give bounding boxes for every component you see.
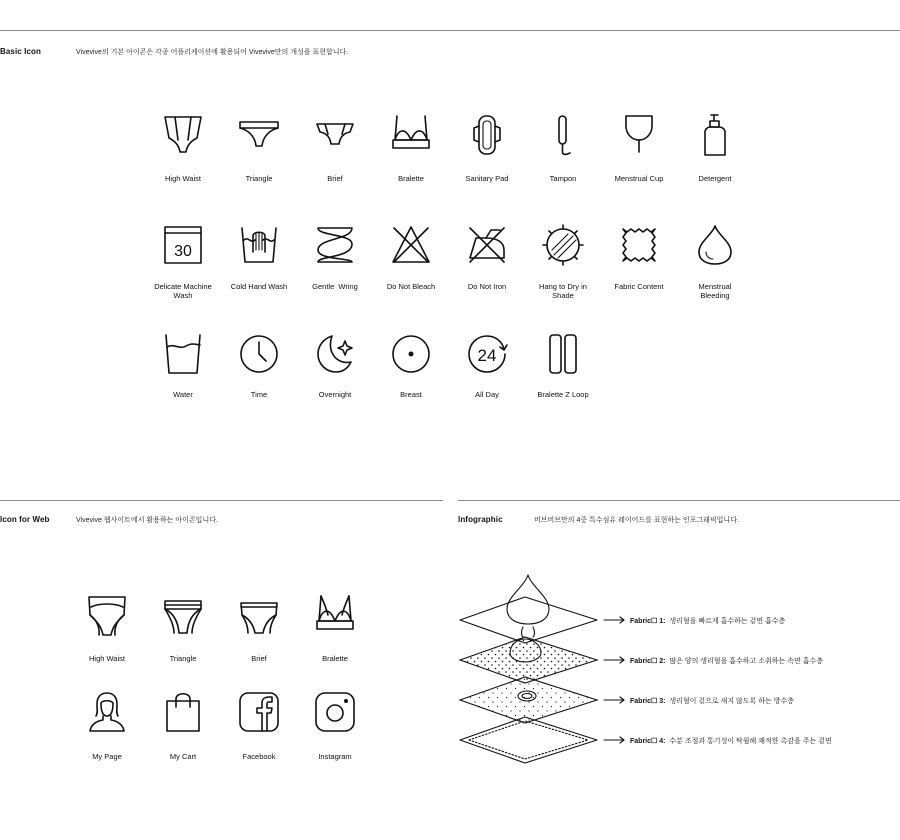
web-icon-title: Icon for Web [0, 515, 50, 524]
label-fabric-content: Fabric Content [614, 282, 664, 291]
label-all-day: All Day [475, 390, 499, 399]
fabric-3-name: Fabric☐ 3: [630, 698, 666, 705]
basic-icon-title: Basic Icon [0, 47, 42, 56]
web-label-bralette: Bralette [322, 654, 348, 663]
fabric-layers-diagram [455, 565, 615, 765]
triangle-icon [236, 112, 282, 158]
layer-2-sheet [460, 637, 597, 683]
basic-icon-desc: Vivevive의 기본 아이콘은 각종 어플리케이션에 활용되어 Vivevive만의 개성을 표현합니다. [76, 49, 349, 56]
label-time: Time [250, 390, 268, 399]
web-icon-desc: Vivevive 웹사이트에서 활용하는 아이콘입니다. [76, 517, 218, 524]
web-brief-icon[interactable] [236, 593, 282, 639]
water-icon [160, 331, 206, 377]
web-label-brief: Brief [251, 654, 267, 663]
label-bralette-z-loop: Bralette Z Loop [537, 390, 589, 399]
bralette-icon [388, 112, 434, 158]
web-bralette-icon[interactable] [312, 593, 358, 639]
all-day-number: 24 [477, 346, 497, 365]
infographic-desc: 비브비브만의 4중 특수섬유 레이어드를 표현하는 인포그래픽입니다. [534, 517, 739, 524]
brief-icon [312, 112, 358, 158]
label-bralette: Bralette [398, 174, 424, 183]
fabric-1-name: Fabric☐ 1: [630, 618, 666, 625]
fabric-layer-4 [630, 736, 832, 746]
info-divider [458, 500, 900, 501]
infographic-title: Infographic [458, 515, 503, 524]
web-label-high-waist: High Waist [89, 654, 125, 663]
fabric-layer-1 [630, 616, 785, 626]
overnight-icon [312, 331, 358, 377]
label-hang-dry-shade: Hang to Dry in Shade [539, 282, 587, 300]
fabric-3-desc: 생리혈이 겉으로 새지 않도록 하는 방수층 [669, 698, 795, 705]
layer-3-sheet [460, 677, 597, 723]
do-not-bleach-icon [388, 222, 434, 268]
label-cold-hand-wash: Cold Hand Wash [230, 282, 288, 291]
label-high-waist: High Waist [165, 174, 201, 183]
top-divider [0, 30, 900, 31]
fabric-layer-2 [630, 656, 823, 666]
instagram-icon[interactable] [312, 689, 358, 735]
label-sanitary-pad: Sanitary Pad [465, 174, 509, 183]
web-label-triangle: Triangle [169, 654, 197, 663]
facebook-icon[interactable] [236, 689, 282, 735]
fabric-content-icon [616, 222, 662, 268]
label-do-not-bleach: Do Not Bleach [386, 282, 436, 291]
label-tampon: Tampon [549, 174, 577, 183]
fabric-2-name: Fabric☐ 2: [630, 658, 666, 665]
my-page-icon[interactable] [84, 689, 130, 735]
fabric-2-desc: 많은 양의 생리혈을 흡수하고 소취하는 속면 흡수층 [669, 658, 824, 665]
layer-4-sheet [460, 717, 597, 763]
label-menstrual-cup: Menstrual Cup [614, 174, 664, 183]
label-water: Water [173, 390, 193, 399]
delicate-machine-wash-icon [160, 222, 206, 268]
layer-1-sheet [460, 597, 597, 643]
web-label-facebook: Facebook [242, 752, 276, 761]
fabric-4-desc: 수분 조절과 통기성이 탁월해 쾌적한 촉감을 주는 겉면 [669, 738, 832, 745]
breast-icon [388, 331, 434, 377]
web-divider [0, 500, 443, 501]
bralette-z-loop-icon [540, 331, 586, 377]
web-label-my-cart: My Cart [169, 752, 197, 761]
fabric-1-desc: 생리혈을 빠르게 흡수하는 겉면 흡수층 [669, 618, 786, 625]
high-waist-icon [160, 112, 206, 158]
all-day-icon [464, 331, 510, 377]
hang-dry-shade-icon [540, 222, 586, 268]
label-triangle: Triangle [245, 174, 273, 183]
fabric-layer-3 [630, 696, 794, 706]
label-detergent: Detergent [698, 174, 732, 183]
do-not-iron-icon [464, 222, 510, 268]
web-label-instagram: Instagram [318, 752, 352, 761]
label-menstrual-bleeding: Menstrual Bleeding [698, 282, 732, 300]
wash-temp-text: 30 [174, 243, 192, 260]
fabric-4-name: Fabric☐ 4: [630, 738, 666, 745]
menstrual-bleeding-icon [692, 222, 738, 268]
my-cart-icon[interactable] [160, 689, 206, 735]
label-breast: Breast [400, 390, 422, 399]
label-brief: Brief [327, 174, 343, 183]
cold-hand-wash-icon [236, 222, 282, 268]
tampon-icon [540, 112, 586, 158]
label-overnight: Overnight [318, 390, 352, 399]
menstrual-cup-icon [616, 112, 662, 158]
sanitary-pad-icon [464, 112, 510, 158]
web-triangle-icon[interactable] [160, 593, 206, 639]
detergent-icon [692, 112, 738, 158]
web-high-waist-icon[interactable] [84, 593, 130, 639]
drop-icon [507, 575, 549, 624]
layer-arrows [600, 610, 630, 750]
time-icon [236, 331, 282, 377]
gentle-wring-icon [312, 222, 358, 268]
label-gentle-wring: Gentle Wring [312, 282, 358, 291]
web-label-my-page: My Page [92, 752, 122, 761]
label-delicate-machine-wash: Delicate Machine Wash [154, 282, 212, 300]
label-do-not-iron: Do Not Iron [467, 282, 507, 291]
